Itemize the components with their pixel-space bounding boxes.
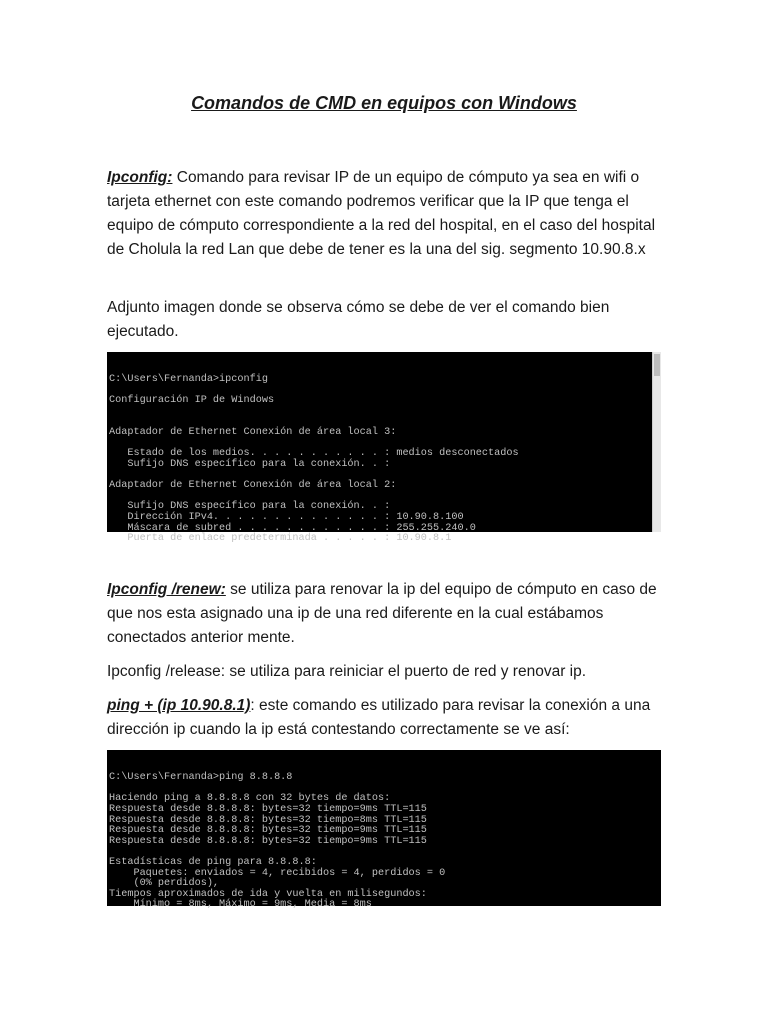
- console-line: Respuesta desde 8.8.8.8: bytes=32 tiempo=9ms TTL=115: [109, 803, 427, 815]
- console-line: C:\Users\Fernanda>ipconfig: [109, 374, 268, 386]
- ipconfig-console-screenshot: [107, 352, 661, 545]
- ipconfig-description: Comando para revisar IP de un equipo de cómputo ya sea en wifi o tarjeta ethernet con este comando podremos verificar que la IP que tenga el equipo de cómputo correspondiente a la red del hospital, en el caso del hospital de Cholula la red Lan que debe de tener es la una del sig. segmento 10.90.8.x: [107, 169, 656, 258]
- console-scrollbar-thumb: [654, 354, 660, 376]
- ipconfig-paragraph: [107, 166, 667, 262]
- ping-paragraph: [107, 694, 667, 742]
- console-line: Sufijo DNS específico para la conexión. . :: [109, 458, 391, 470]
- console-line: (0% perdidos),: [109, 878, 220, 890]
- console-line: Estadísticas de ping para 8.8.8.8:: [109, 856, 317, 868]
- ipconfig-release-paragraph: Ipconfig /release: se utiliza para reiniciar el puerto de red y renovar ip.: [107, 663, 587, 680]
- console-line: Respuesta desde 8.8.8.8: bytes=32 tiempo=9ms TTL=115: [109, 825, 427, 837]
- console-line: C:\Users\Fernanda>ping 8.8.8.8: [109, 772, 293, 784]
- console-output: [109, 773, 661, 911]
- console-line: Paquetes: enviados = 4, recibidos = 4, perdidos = 0: [109, 867, 446, 879]
- console-line: Haciendo ping a 8.8.8.8 con 32 bytes de datos:: [109, 793, 391, 805]
- ping-description: : este comando es utilizado para revisar la conexión a una dirección ip cuando la ip está contestando correctamente se ve así:: [107, 697, 651, 738]
- console-line: Adaptador de Ethernet Conexión de área local 3:: [109, 427, 397, 439]
- ipconfig-keyword: Ipconfig:: [107, 169, 173, 186]
- console-line: Dirección IPv4. . . . . . . . . . . . . . : 10.90.8.100: [109, 511, 464, 523]
- console-line: Tiempos aproximados de ida y vuelta en milisegundos:: [109, 888, 427, 900]
- ipconfig-renew-keyword: Ipconfig /renew:: [107, 581, 226, 598]
- console-line: Configuración IP de Windows: [109, 395, 275, 407]
- console-line: Mínimo = 8ms, Máximo = 9ms, Media = 8ms: [109, 899, 372, 911]
- attachment-note: Adjunto imagen donde se observa cómo se debe de ver el comando bien ejecutado.: [107, 299, 610, 340]
- ping-console-screenshot: [107, 750, 661, 911]
- console-line: Sufijo DNS específico para la conexión. . :: [109, 501, 391, 513]
- console-line: Puerta de enlace predeterminada . . . . . : 10.90.8.1: [109, 533, 452, 545]
- page-title: Comandos de CMD en equipos con Windows: [191, 93, 577, 113]
- console-line: Máscara de subred . . . . . . . . . . . . : 255.255.240.0: [109, 522, 476, 534]
- console-line: Adaptador de Ethernet Conexión de área local 2:: [109, 480, 397, 492]
- console-line: Estado de los medios. . . . . . . . . . . : medios desconectados: [109, 448, 519, 460]
- console-line: Respuesta desde 8.8.8.8: bytes=32 tiempo=8ms TTL=115: [109, 814, 427, 826]
- ipconfig-renew-description: se utiliza para renovar la ip del equipo de cómputo en caso de que nos esta asignado una ip de una red diferente en la cual estábamos conectados anterior mente.: [107, 581, 657, 646]
- console-line: Respuesta desde 8.8.8.8: bytes=32 tiempo=9ms TTL=115: [109, 835, 427, 847]
- console-line: [109, 407, 661, 418]
- ipconfig-renew-paragraph: [107, 578, 667, 650]
- console-output: [109, 375, 661, 545]
- ping-keyword: ping + (ip 10.90.8.1): [107, 697, 251, 714]
- console-scrollbar: [652, 352, 661, 532]
